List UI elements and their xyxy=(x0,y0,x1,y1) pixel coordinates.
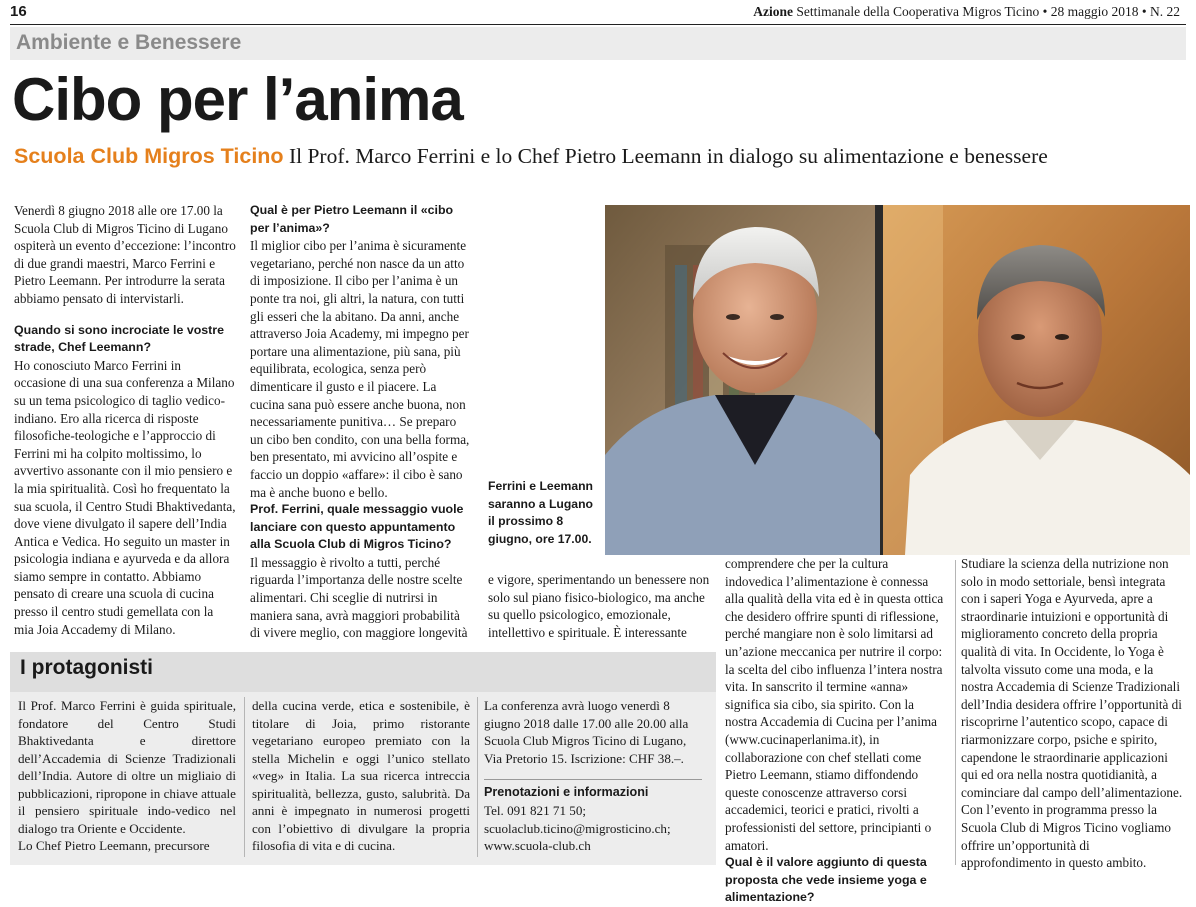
section-label: Ambiente e Benessere xyxy=(16,31,242,54)
box-column-3 xyxy=(484,697,702,767)
box-divider-2 xyxy=(477,697,478,857)
masthead-info: Settimanale della Cooperativa Migros Ticino • 28 maggio 2018 • N. 22 xyxy=(792,4,1180,19)
header-rule xyxy=(10,24,1186,25)
column-4-text: Studiare la scienza della nutrizione non solo in modo settoriale, bensì integrata con i saperi Yoga e Ayurveda, apre a straordinarie intuizioni e opportunità di miglioramento concreto della propria qualità di vita. In Occidente, lo Yoga è talvolta vissuto come una moda, e la nostra Accademia di Scienze Tradizionali dell’India desidera offrire l’opportunità di riscoprirne l’autentico scopo, capace di riarmonizzare corpo, psiche e spirito, capendone le straordinarie applicazioni qui ed ora nella nostra quotidianità, a cominciare dal campo dell’alimentazione. Con l’evento in programma presso la Scuola Club di Migros Ticino vogliamo offrire un’opportunità di approfondimento in questo ambito. xyxy=(961,556,1183,871)
box-ferrini-bio: Il Prof. Marco Ferrini è guida spirituale, fondatore del Centro Studi Bhaktivedanta e direttore dell’Accademia di Scienze Tradizionali dell’India. Autore di oltre un migliaio di pubblicazioni, ripropone in chiave attuale il pensiero spirituale indo-vedico nel dialogo tra Oriente e Occidente. xyxy=(18,698,236,836)
box-event-details: La conferenza avrà luogo venerdì 8 giugno 2018 dalle 17.00 alle 20.00 alla Scuola Club Migros Ticino di Lugano, Via Pretorio 15. Iscrizione: CHF 38.–. xyxy=(484,698,689,766)
page-number: 16 xyxy=(10,3,27,20)
article-column-1 xyxy=(14,202,236,638)
subhead xyxy=(14,144,1048,169)
question-1: Quando si sono incrociate le vostre strade, Chef Leemann? xyxy=(14,322,225,355)
article-column-2 xyxy=(250,202,472,642)
column-3-text: comprendere che per la cultura indovedica l’alimentazione è connessa alla qualità della vita ed è in questa ottica che desidero offrire spunti di riflessione, perché mangiare non è solo limitarsi ad un’azione meccanica per nutrire il corpo: la scelta del cibo influenza l’intera nostra vita. In sanscrito il termine «anna» significa sia cibo, sia spirito. Con la nostra Accademia di Cucina per l’anima (www.cucinaperlanima.it), in collaborazione con chef stellati come Pietro Leemann, stiamo diffondendo queste conoscenze attraverso corsi accademici, teorici e pratici, rivolti a professionisti del settore, principianti o amatori. xyxy=(725,556,944,853)
answer-3: Il messaggio è rivolto a tutti, perché riguarda l’importanza delle nostre scelte alimentari. Chi sceglie di nutrirsi in maniera sana, avrà maggiori probabilità di vivere meglio, con maggiore longevità xyxy=(250,554,468,641)
box-column-1 xyxy=(18,697,236,855)
masthead xyxy=(753,4,1180,20)
question-2: Qual è per Pietro Leemann il «cibo per l’anima»? xyxy=(250,203,454,235)
answer-3-continued: e vigore, sperimentando un benessere non solo sul piano fisico-biologico, ma anche su quello psicologico, emozionale, intellettivo e spirituale. È interessante xyxy=(488,572,710,640)
answer-1: Ho conosciuto Marco Ferrini in occasione di una sua conferenza a Milano su un tema psicologico di taglio vedico-indiano. Ero alla ricerca di risposte filosofiche-teologiche e l’approccio di Ferrini mi ha colpito moltissimo, lo avvertivo assonante con il mio pensiero e la mia spiritualità. Così ho frequentato la sua scuola, il Centro Studi Bhaktivedanta, dove viene divulgato il sapere dell’India Antica e Vedica. Ho seguito un master in psicologia indiana e ayurveda e da allora siamo sempre in contatto. Abbiamo pensato di creare una scuola di cucina presso il centro studi gemellata con la mia Joia Accademy di Milano. xyxy=(14,357,236,637)
article-column-3 xyxy=(725,555,947,907)
question-4: Qual è il valore aggiunto di questa proposta che vede insieme yoga e alimentazione? xyxy=(725,855,927,905)
article-column-2b xyxy=(488,571,710,641)
box-info-rule xyxy=(484,779,702,780)
column-divider xyxy=(955,560,956,865)
portrait-illustration xyxy=(605,205,1190,555)
box-leemann-intro: Lo Chef Pietro Leemann, precursore xyxy=(18,838,210,853)
answer-2: Il miglior cibo per l’anima è sicuramente vegetariano, perché non nasce da un atto di imposizione. Il cibo per l’anima è un ponte tra noi, gli altri, la natura, con tutti gli esseri che la abitano. Da anni, anche attraverso Joia Academy, mi impegno per portare una alimentazione, più sana, più equilibrata, ecologica, senza però dimenticare il gusto e il piacere. La cucina sana può essere anche buona, non necessariamente punitiva… Se preparo un cibo ben condito, con una bella forma, ben presentato, mi avvicino all’ospite e faccio un doppio «affare»: il cibo è sano ma è anche buono e bello. xyxy=(250,238,470,500)
article-column-4 xyxy=(961,555,1183,872)
box-column-2 xyxy=(252,697,470,855)
box-title: I protagonisti xyxy=(20,656,153,679)
box-info-title: Prenotazioni e informazioni xyxy=(484,785,649,799)
box-info-contacts: Tel. 091 821 71 50; scuolaclub.ticino@migrosticino.ch; www.scuola-club.ch xyxy=(484,803,671,853)
photo-caption: Ferrini e Leemann saranno a Lugano il prossimo 8 giugno, ore 17.00. xyxy=(488,479,593,546)
intro-paragraph: Venerdì 8 giugno 2018 alle ore 17.00 la Scuola Club di Migros Ticino di Lugano ospiterà un evento d’eccezione: l’incontro di due grandi maestri, Marco Ferrini e Pietro Leemann. Per introdurre la serata abbiamo pensato di intervistarli. xyxy=(14,203,236,306)
headline: Cibo per l’anima xyxy=(12,66,463,133)
question-3: Prof. Ferrini, quale messaggio vuole lanciare con questo appuntamento alla Scuola Club di Migros Ticino? xyxy=(250,502,464,552)
portrait-photo xyxy=(605,205,1190,555)
masthead-brand: Azione xyxy=(753,4,793,19)
box-leemann-bio: della cucina verde, etica e sostenibile, è titolare di Joia, primo ristorante vegetariano europeo premiato con la stella Michelin e oggi l’unico stellato «veg» in Italia. La sua ricerca intreccia spiritualità, bellezza, gusto, salubrità. Da anni è impegnato in numerosi progetti con l’obiettivo di divulgare la propria filosofia di vita e di cucina. xyxy=(252,698,470,853)
box-divider-1 xyxy=(244,697,245,857)
subtitle: Il Prof. Marco Ferrini e lo Chef Pietro Leemann in dialogo su alimentazione e benessere xyxy=(283,144,1048,168)
kicker: Scuola Club Migros Ticino xyxy=(14,144,284,168)
